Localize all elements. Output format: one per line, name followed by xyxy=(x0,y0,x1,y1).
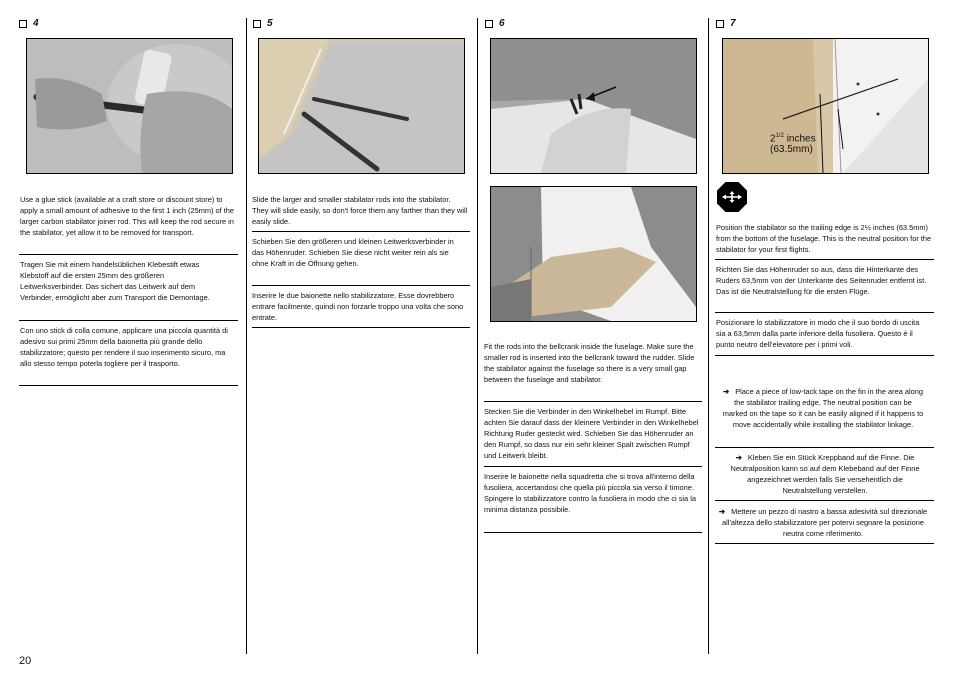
separator xyxy=(715,355,934,356)
separator xyxy=(252,327,470,328)
step-4-text-en: Use a glue stick (available at a craft store or discount store) to apply a small amount of adhesive to the first 1 inch (25mm) of the larger carbon stabilator joiner rod. This will keep the rod secure in the stabilator, yet allow it to be removed for transport. xyxy=(20,195,235,238)
checkbox-icon xyxy=(253,20,261,28)
step-4-text-de: Tragen Sie mit einem handelsüblichen Klebestift etwas Klebstoff auf die ersten 25mm des größeren Leitwerksverbinder. Das sichert das Leitwerk auf dem Verbinder, ermöglicht aber zum Transport die Demontage. xyxy=(20,260,210,303)
separator xyxy=(19,320,238,321)
arrow-right-icon: ➔ xyxy=(723,387,730,396)
arrow-right-icon: ➔ xyxy=(718,507,726,516)
separator xyxy=(715,447,934,448)
step-7-photo xyxy=(722,38,929,174)
step-7-text-it: Posizionare lo stabilizzatore in modo che il suo bordo di uscita sia a 63,5mm dalla parte inferiore della fusoliera. Questo è il punto neutro dell'elevatore per i primi voli. xyxy=(716,318,920,350)
measurement-label: $2^{1/2}$ inches (63.5mm) xyxy=(770,133,816,156)
step-6-photo-bottom xyxy=(490,186,697,322)
tip-en: ➔ Place a piece of low-tack tape on the fin in the area along the stabilator trailing edge. The neutral position can be marked on the tape so it can be easily aligned if it happens to move accidentally while installing the stabilator linkage. xyxy=(722,387,924,430)
step-4-text-it: Con uno stick di colla comune, applicare una piccola quantità di adesivo sui primi 25mm della baionetta più grande dello stabilizzatore; questo per rendere il suo inserimento sicuro, ma allo stesso tempo poterla togliere per il trasporto. xyxy=(20,326,228,369)
step-6-photo-top xyxy=(490,38,697,174)
page-number: 20 xyxy=(19,655,32,667)
step-5-photo xyxy=(258,38,465,174)
separator xyxy=(19,254,238,255)
tip-de: ➔ Kleben Sie ein Stück Kreppband auf die Finne. Die Neutralposition kann so auf dem Klebeband auf der Finne angezeichnet werden falls Sie versehentlich die Neutralstellung verstellen. xyxy=(730,453,920,496)
step-5-text-de: Schieben Sie den größeren und kleinen Leitwerksverbinder in das Höhenruder. Schieben Sie diese nicht weiter rein als sie ohne Kraft in die Öffnung gehen. xyxy=(252,237,454,269)
step-7-text-de: Richten Sie das Höhenruder so aus, dass die Hinterkante des Ruders 63,5mm von der Unterkante des Seitenruder entfernt ist. Das ist die Neutralstellung für die ersten Flüge. xyxy=(716,265,927,297)
separator xyxy=(19,385,238,386)
step-6-text-de: Stecken Sie die Verbinder in den Winkelhebel im Rumpf. Bitte achten Sie darauf dass der kleinere Verbinder in den Winkelhebel Richtung Ruder gesteckt wird. Schieben Sie das Höhenruder an den Rumpf, so dass nur ein sehr kleiner Spalt zwischen Rumpf und Leitwerk bleibt. xyxy=(484,407,699,461)
column-divider-2 xyxy=(477,18,478,654)
step-6-text-it: Inserire le baionette nella squadretta che si trova all'interno della fusoliera, accertandosi che quella più piccola sia verso il timone. Spingere lo stabilizzatore contro la fusoliera in modo che ci sia la minima distanza possibile. xyxy=(484,472,696,515)
step-6-heading xyxy=(485,18,505,29)
separator xyxy=(715,500,934,501)
step-5-text-en: Slide the larger and smaller stabilator rods into the stabilator. They will slide easily, so don't force them any farther than they will easily slide. xyxy=(252,195,468,227)
step-4-heading xyxy=(19,18,39,29)
separator xyxy=(715,543,934,544)
separator xyxy=(252,231,470,232)
separator xyxy=(715,259,934,260)
step-4-photo xyxy=(26,38,233,174)
arrow-right-icon: ➔ xyxy=(735,453,742,462)
step-number: 6 xyxy=(499,18,505,29)
stop-warning-icon xyxy=(716,181,748,213)
separator xyxy=(484,466,702,467)
step-7-text-en: Position the stabilator so the trailing edge is 2½ inches (63.5mm) from the bottom of the fuselage. This is the neutral position for the stabilator for your first flights. xyxy=(716,223,932,255)
column-divider-3 xyxy=(708,18,709,654)
tip-it: ➔ Mettere un pezzo di nastro a bassa adesività sul direzionale all'altezza dello stabilizzatore per potervi segnare la posizione neutra come riferimento. xyxy=(718,507,928,539)
step-6-text-en: Fit the rods into the bellcrank inside the fuselage. Make sure the smaller rod is inserted into the bellcrank toward the rudder. Slide the stabilator against the fuselage so there is a very small gap between the fuselage and stabilator. xyxy=(484,342,695,385)
step-5-heading xyxy=(253,18,273,29)
checkbox-icon xyxy=(485,20,493,28)
step-number: 4 xyxy=(33,18,39,29)
step-number: 5 xyxy=(267,18,273,29)
step-number: 7 xyxy=(730,18,736,29)
separator xyxy=(715,312,934,313)
step-5-text-it: Inserire le due baionette nello stabilizzatore. Esse dovrebbero entrare facilmente, quindi non forzarle troppo una volta che sono entrate. xyxy=(252,291,464,323)
column-divider-1 xyxy=(246,18,247,654)
separator xyxy=(252,285,470,286)
step-7-heading xyxy=(716,18,736,29)
checkbox-icon xyxy=(19,20,27,28)
separator xyxy=(484,401,702,402)
checkbox-icon xyxy=(716,20,724,28)
separator xyxy=(484,532,702,533)
